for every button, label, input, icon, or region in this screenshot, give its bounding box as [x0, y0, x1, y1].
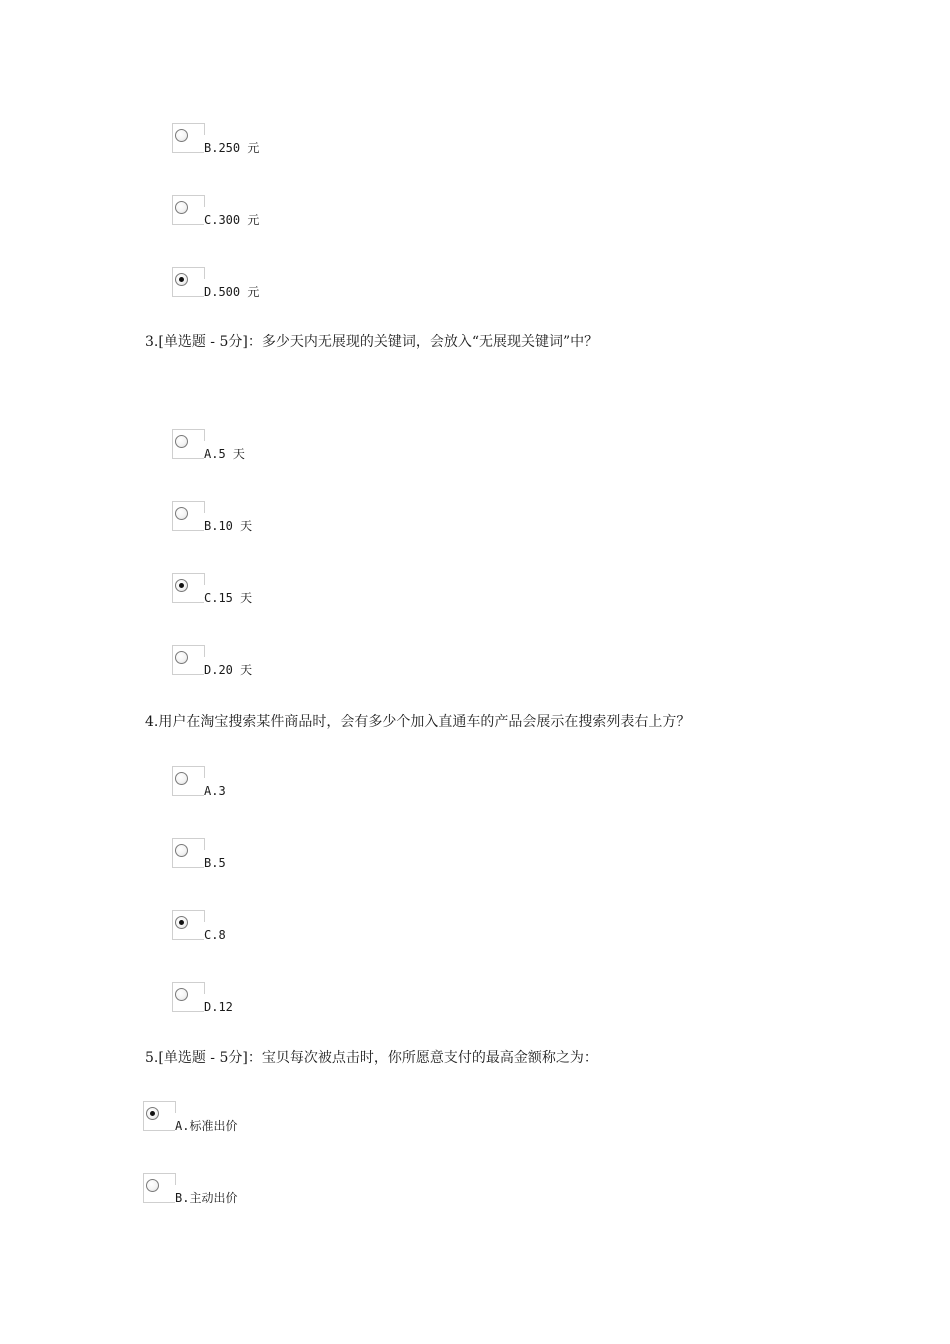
option-label: A.3 [204, 784, 226, 798]
option-label: B.主动出价 [175, 1191, 238, 1205]
option-label: C.300 元 [204, 213, 260, 227]
question-3-text: 3.[单选题 - 5分]：多少天内无展现的关键词，会放入“无展现关键词”中？ [145, 334, 599, 350]
option-label: B.5 [204, 856, 226, 870]
option-label: D.12 [204, 1000, 233, 1014]
radio-unchecked-icon[interactable] [175, 507, 188, 520]
radio-unchecked-icon[interactable] [175, 844, 188, 857]
radio-checked-icon[interactable] [175, 273, 188, 286]
radio-unchecked-icon[interactable] [175, 772, 188, 785]
question-5-text: 5.[单选题 - 5分]：宝贝每次被点击时，你所愿意支付的最高金额称之为： [145, 1050, 598, 1066]
radio-frame [172, 910, 204, 940]
radio-frame [172, 766, 204, 796]
radio-frame [143, 1173, 175, 1203]
radio-checked-icon[interactable] [175, 916, 188, 929]
radio-frame [172, 982, 204, 1012]
radio-frame [172, 267, 204, 297]
radio-frame [172, 501, 204, 531]
question-4-text: 4.用户在淘宝搜索某件商品时，会有多少个加入直通车的产品会展示在搜索列表右上方？ [145, 714, 691, 730]
radio-checked-icon[interactable] [175, 579, 188, 592]
radio-frame [172, 838, 204, 868]
radio-frame [172, 123, 204, 153]
radio-frame [143, 1101, 175, 1131]
radio-unchecked-icon[interactable] [175, 201, 188, 214]
option-label: B.10 天 [204, 519, 253, 533]
radio-unchecked-icon[interactable] [175, 651, 188, 664]
option-label: C.15 天 [204, 591, 253, 605]
radio-frame [172, 429, 204, 459]
radio-unchecked-icon[interactable] [175, 435, 188, 448]
option-label: D.500 元 [204, 285, 260, 299]
radio-checked-icon[interactable] [146, 1107, 159, 1120]
radio-unchecked-icon[interactable] [175, 129, 188, 142]
option-label: C.8 [204, 928, 226, 942]
option-label: B.250 元 [204, 141, 260, 155]
radio-unchecked-icon[interactable] [175, 988, 188, 1001]
option-label: A.标准出价 [175, 1119, 238, 1133]
option-label: D.20 天 [204, 663, 253, 677]
option-label: A.5 天 [204, 447, 245, 461]
radio-unchecked-icon[interactable] [146, 1179, 159, 1192]
radio-frame [172, 195, 204, 225]
radio-frame [172, 573, 204, 603]
radio-frame [172, 645, 204, 675]
